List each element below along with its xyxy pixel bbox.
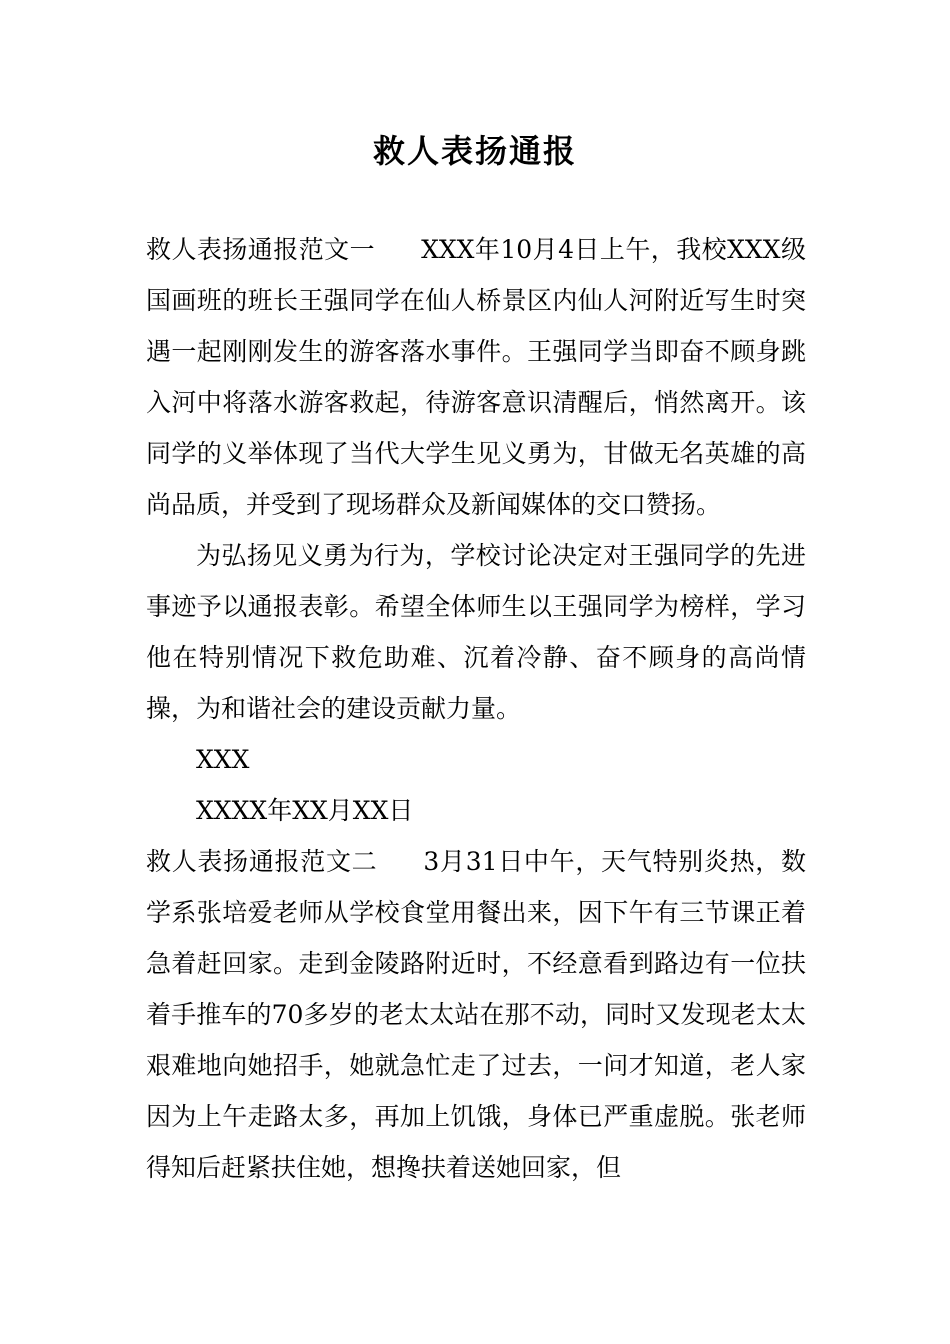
section1-paragraph1 [146, 224, 806, 530]
section1-heading: 救人表扬通报范文一 [146, 235, 376, 264]
section2-paragraph1 [146, 836, 806, 1193]
signature: XXX [196, 745, 250, 774]
document-body [146, 224, 806, 1193]
section1-paragraph2: 为弘扬见义勇为行为，学校讨论决定对王强同学的先进事迹予以通报表彰。希望全体师生以王强同学为榜样，学习他在特别情况下救危助难、沉着冷静、奋不顾身的高尚情操，为和谐社会的建设贡献力量。 [146, 541, 806, 723]
document-title: 救人表扬通报 [372, 132, 577, 170]
section2-paragraph1-text: 3月31日中午，天气特别炎热，数学系张培爱老师从学校食堂用餐出来，因下午有三节课正着急着赶回家。走到金陵路附近时，不经意看到路边有一位扶着手推车的70多岁的老太太站在那不动，同时又发现老太太艰难地向她招手，她就急忙走了过去，一问才知道，老人家因为上午走路太多，再加上饥饿，身体已严重虚脱。张老师得知后赶紧扶住她，想搀扶着送她回家，但 [146, 847, 806, 1182]
section2-heading: 救人表扬通报范文二 [146, 847, 378, 876]
section1-paragraph1-text: XXX年10月4日上午，我校XXX级国画班的班长王强同学在仙人桥景区内仙人河附近写生时突遇一起刚刚发生的游客落水事件。王强同学当即奋不顾身跳入河中将落水游客救起，待游客意识清醒后，悄然离开。该同学的义举体现了当代大学生见义勇为，甘做无名英雄的高尚品质，并受到了现场群众及新闻媒体的交口赞扬。 [146, 235, 806, 519]
signature-date: XXXX年XX月XX日 [196, 796, 414, 825]
